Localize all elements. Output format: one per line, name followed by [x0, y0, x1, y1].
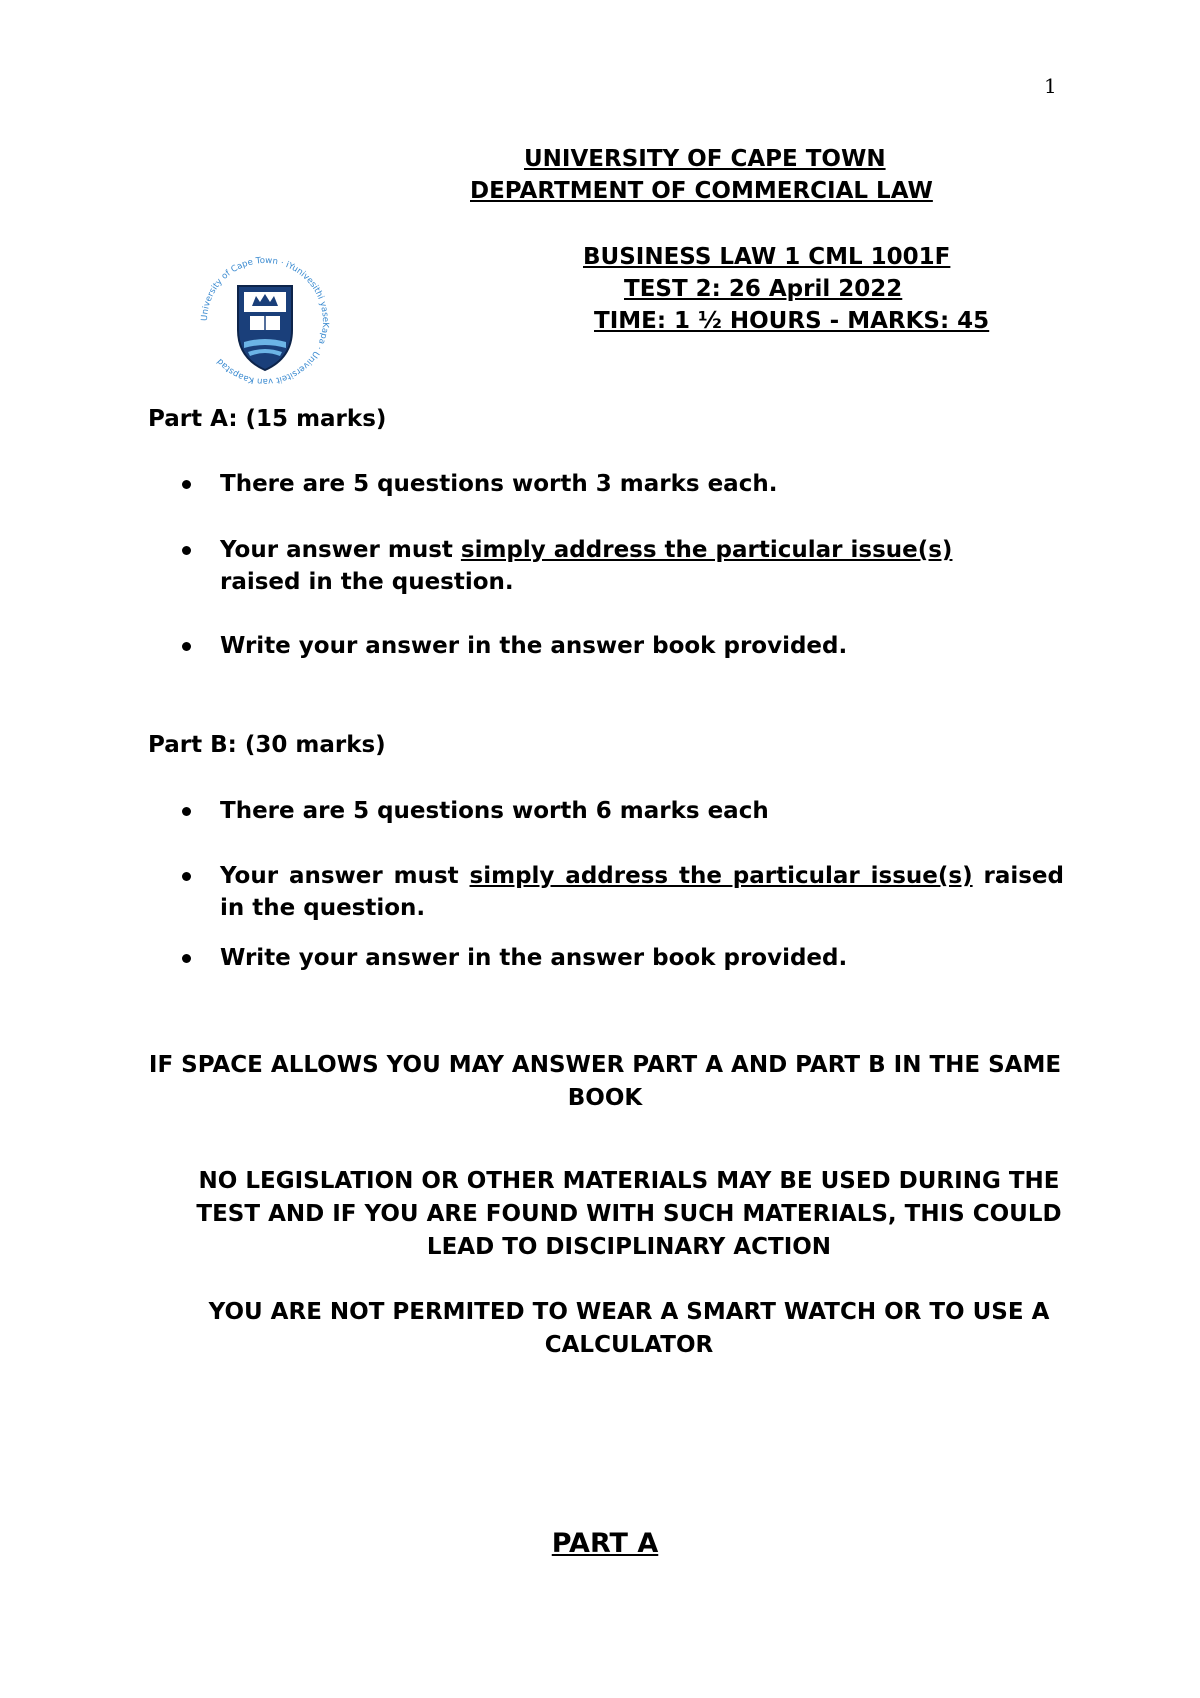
bullet-icon [182, 872, 191, 881]
bullet-icon [182, 480, 191, 489]
bullet-icon [182, 546, 191, 555]
part-b-heading: Part B: (30 marks) [148, 732, 386, 758]
underlined-phrase: simply address the particular issue(s) [469, 863, 973, 889]
bullet-icon [182, 807, 191, 816]
bullet-icon [182, 954, 191, 963]
legislation-notice: NO LEGISLATION OR OTHER MATERIALS MAY BE USED DURING THE TEST AND IF YOU ARE FOUND WITH SUCH MATERIALS, THIS COULD LEAD TO DISCIPLINARY ACTION [196, 1168, 1062, 1260]
bullet-icon [182, 642, 191, 651]
department-title: DEPARTMENT OF COMMERCIAL LAW [470, 178, 933, 204]
smart-watch-notice: YOU ARE NOT PERMITED TO WEAR A SMART WATCH OR TO USE A CALCULATOR [208, 1299, 1050, 1358]
same-book-notice: IF SPACE ALLOWS YOU MAY ANSWER PART A AND PART B IN THE SAME BOOK [148, 1052, 1062, 1111]
part-a-heading: Part A: (15 marks) [148, 406, 387, 432]
underlined-phrase: simply address the particular issue(s) [460, 537, 953, 563]
crest-ring-text: University of Cape Town · iYunivesithi yaseKapa · Universiteit van Kaapstad [199, 255, 331, 387]
section-title: PART A [551, 1528, 659, 1559]
university-title: UNIVERSITY OF CAPE TOWN [524, 146, 886, 172]
course-title: BUSINESS LAW 1 CML 1001F [583, 244, 951, 270]
time-marks: TIME: 1 ½ HOURS - MARKS: 45 [594, 308, 990, 334]
university-crest-icon [190, 246, 340, 396]
test-date: TEST 2: 26 April 2022 [624, 276, 903, 302]
page-number: 1 [1044, 74, 1057, 98]
